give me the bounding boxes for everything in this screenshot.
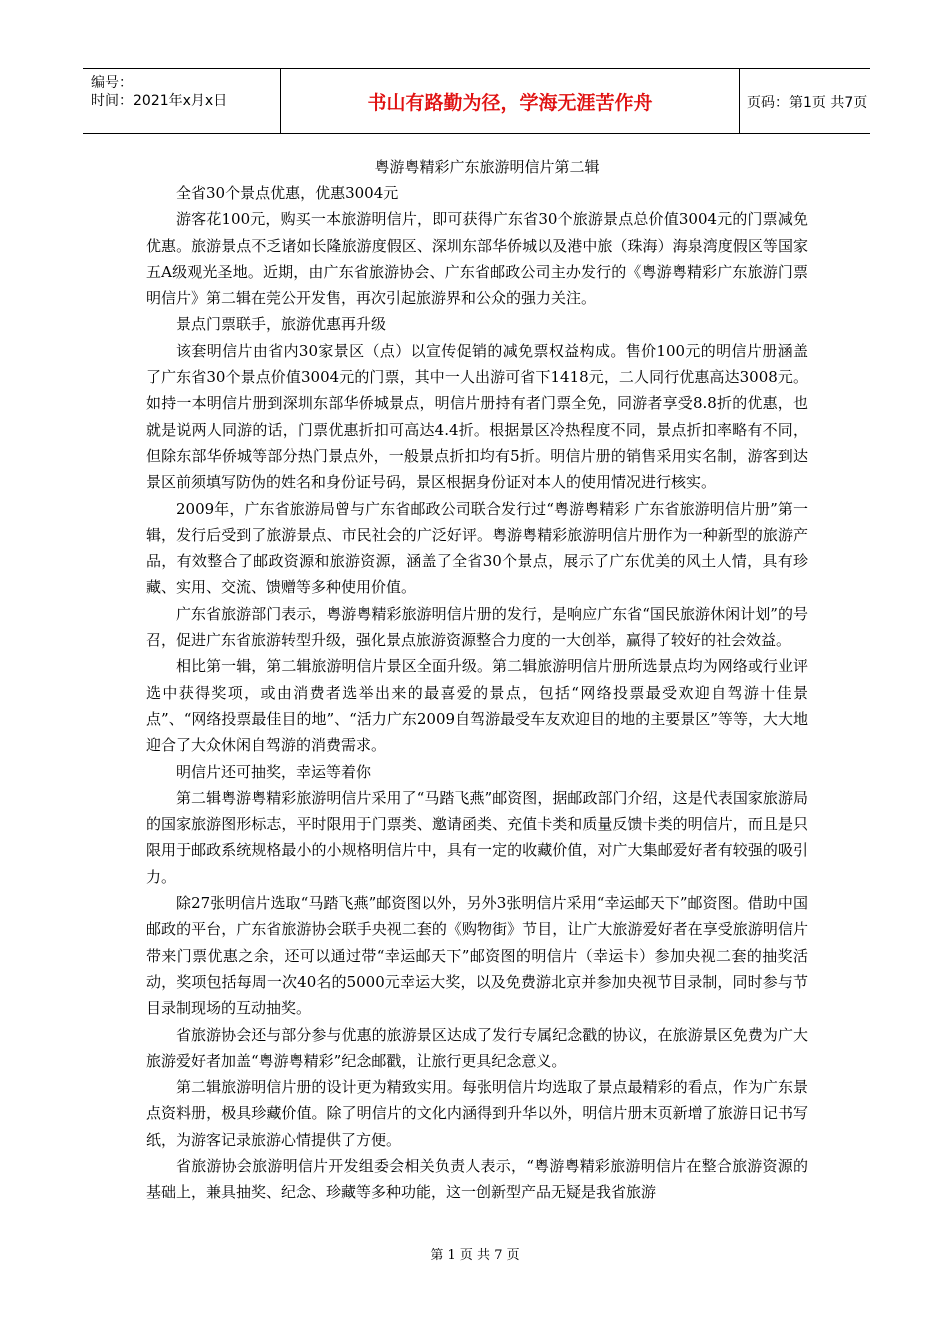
paragraph: 游客花100元，购买一本旅游明信片，即可获得广东省30个旅游景点总价值3004元的门票减免优惠。旅游景点不乏诸如长隆旅游度假区、深圳东部华侨城以及港中旅（珠海）海泉湾度假区等国家五A级观光圣地。近期，由广东省旅游协会、广东省邮政公司主办发行的《粤游粤精彩广东旅游门票明信片》第二辑在莞公开发售，再次引起旅游界和公众的强力关注。 <box>146 210 808 308</box>
paragraph: 2009年，广东省旅游局曾与广东省邮政公司联合发行过“粤游粤精彩 广东省旅游明信片册”第一辑，发行后受到了旅游景点、市民社会的广泛好评。粤游粤精彩旅游明信片册作为一种新型的旅游产品，有效整合了邮政资源和旅游资源，涵盖了全省30个景点，展示了广东优美的风土人情，具有珍藏、实用、交流、馈赠等多种使用价值。 <box>146 499 808 597</box>
header-motto-cell <box>280 69 740 133</box>
header-meta-cell <box>83 69 280 133</box>
paragraph: 省旅游协会旅游明信片开发组委会相关负责人表示，“粤游粤精彩旅游明信片在整合旅游资源的基础上，兼具抽奖、纪念、珍藏等多种功能，这一创新型产品无疑是我省旅游 <box>146 1156 808 1202</box>
paragraph: 第二辑粤游粤精彩旅游明信片采用了“马踏飞燕”邮资图，据邮政部门介绍，这是代表国家旅游局的国家旅游图形标志，平时限用于门票类、邀请函类、充值卡类和质量反馈卡类的明信片，而且是只限用于邮政系统规格最小的小规格明信片中，具有一定的收藏价值，对广大集邮爱好者有较强的吸引力。 <box>146 788 808 886</box>
page-footer: 第 1 页 共 7 页 <box>430 1248 520 1263</box>
paragraph: 除27张明信片选取“马踏飞燕”邮资图以外，另外3张明信片采用“幸运邮天下”邮资图。借助中国邮政的平台，广东省旅游协会联手央视二套的《购物街》节目，让广大旅游爱好者在享受旅游明信片带来门票优惠之余，还可以通过带“幸运邮天下”邮资图的明信片（幸运卡）参加央视二套的抽奖活动，奖项包括每周一次40名的5000元幸运大奖，以及免费游北京并参加央视节目录制，同时参与节目录制现场的互动抽奖。 <box>146 894 808 1018</box>
paragraph: 省旅游协会还与部分参与优惠的旅游景区达成了发行专属纪念戳的协议，在旅游景区免费为广大旅游爱好者加盖“粤游粤精彩”纪念邮戳，让旅行更具纪念意义。 <box>146 1025 808 1070</box>
paragraph: 全省30个景点优惠，优惠3004元 <box>176 184 399 202</box>
paragraph: 广东省旅游部门表示，粤游粤精彩旅游明信片册的发行，是响应广东省“国民旅游休闲计划”的号召，促进广东省旅游转型升级，强化景点旅游资源整合力度的一大创举，赢得了较好的社会效益。 <box>146 604 808 650</box>
paragraph: 景点门票联手，旅游优惠再升级 <box>176 315 387 334</box>
paragraph: 第二辑旅游明信片册的设计更为精致实用。每张明信片均选取了景点最精彩的看点，作为广东景点资料册，极具珍藏价值。除了明信片的文化内涵得到升华以外，明信片册末页新增了旅游日记书写纸，为游客记录旅游心情提供了方便。 <box>146 1078 808 1149</box>
article-body <box>146 154 808 1206</box>
paragraph: 该套明信片由省内30家景区（点）以宣传促销的减免票权益构成。售价100元的明信片册涵盖了广东省30个景点价值3004元的门票，其中一人出游可省下1418元，二人同行优惠高达3008元。如持一本明信片册到深圳东部华侨城景点，明信片册持有者门票全免，同游者享受8.8折的优惠，也就是说两人同游的话，门票优惠折扣可高达4.4折。根据景区冷热程度不同，景点折扣率略有不同，但除东部华侨城等部分热门景点外，一般景点折扣均有5折。明信片册的销售采用实名制，游客到达景区前须填写防伪的姓名和身份证号码，景区根据身份证对本人的使用情况进行核实。 <box>146 341 808 492</box>
header-page-cell <box>739 69 870 133</box>
document-header <box>83 68 870 134</box>
document-time-label: 时间：2021年x月x日 <box>91 93 228 109</box>
header-page-info: 页码：第1页 共7页 <box>747 95 868 111</box>
header-motto: 书山有路勤为径，学海无涯苦作舟 <box>367 92 653 114</box>
paragraph: 相比第一辑，第二辑旅游明信片景区全面升级。第二辑旅游明信片册所选景点均为网络或行业评选中获得奖项，或由消费者选举出来的最喜爱的景点，包括“网络投票最受欢迎自驾游十佳景点”、“网络投票最佳目的地”、“活力广东2009自驾游最受车友欢迎目的地的主要景区”等等，大大地迎合了大众休闲自驾游的消费需求。 <box>146 657 808 755</box>
article-title: 粤游粤精彩广东旅游明信片第二辑 <box>374 158 600 176</box>
document-number-label: 编号： <box>91 75 133 91</box>
paragraph: 明信片还可抽奖，幸运等着你 <box>176 762 372 781</box>
